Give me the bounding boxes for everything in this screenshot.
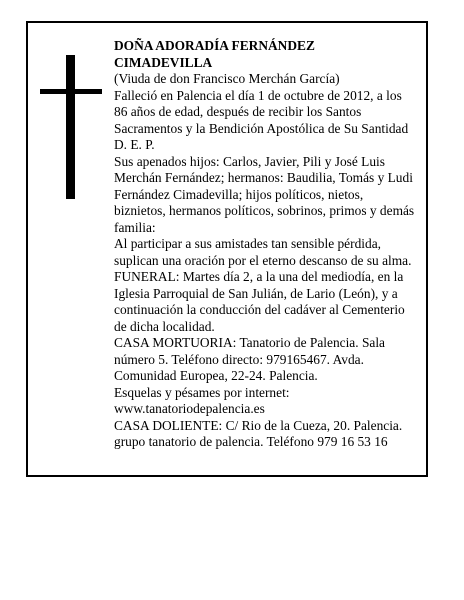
- funeral-line-2: Iglesia Parroquial de San Julián, de Lario (León), y a: [114, 285, 398, 301]
- phone-line: grupo tanatorio de palencia. Teléfono 979 16 53 16: [114, 434, 388, 449]
- death-line-1: Falleció en Palencia el día 1 de octubre de 2012, a los: [114, 87, 402, 103]
- mortuary-line-2: número 5. Teléfono directo: 979165467. Avda.: [114, 351, 364, 367]
- funeral-line-1: FUNERAL: Martes día 2, a la una del mediodía, en la: [114, 269, 404, 284]
- deceased-name-line-2: CIMADEVILLA: [114, 54, 213, 70]
- website-line: www.tanatoriodepalencia.es: [114, 401, 265, 416]
- funeral-line-3: continuación la conducción del cadáver al Cementerio: [114, 302, 405, 317]
- rip-line: D. E. P.: [114, 137, 155, 152]
- mortuary-line-3: Comunidad Europea, 22-24. Palencia.: [114, 368, 318, 383]
- funeral-line-4: de dicha localidad.: [114, 318, 215, 334]
- obituary-text: [114, 38, 420, 451]
- family-line-4: biznietos, hermanos políticos, sobrinos, primos y demás: [114, 203, 415, 218]
- condolences-line: Esquelas y pésames por internet:: [114, 384, 290, 400]
- deceased-name-line-1: DOÑA ADORADÍA FERNÁNDEZ: [114, 38, 315, 53]
- family-line-3: Fernández Cimadevilla; hijos políticos, nietos,: [114, 186, 364, 202]
- death-line-3: Sacramentos y la Bendición Apostólica de Su Santidad: [114, 120, 409, 136]
- family-line-2: Merchán Fernández; hermanos: Baudilia, Tomás y Ludi: [114, 170, 413, 185]
- cross-vertical-bar: [66, 55, 75, 199]
- latin-cross-icon: [40, 55, 102, 199]
- widow-line: (Viuda de don Francisco Merchán García): [114, 71, 340, 86]
- mortuary-line-1: CASA MORTUORIA: Tanatorio de Palencia. Sala: [114, 335, 385, 350]
- prayer-line-1: Al participar a sus amistades tan sensible pérdida,: [114, 236, 381, 251]
- death-line-2: 86 años de edad, después de recibir los Santos: [114, 104, 362, 119]
- family-line-5: familia:: [114, 219, 156, 235]
- prayer-line-2: suplican una oración por el eterno descanso de su alma.: [114, 252, 412, 268]
- family-line-1: Sus apenados hijos: Carlos, Javier, Pili y José Luis: [114, 153, 385, 169]
- mourning-house-line: CASA DOLIENTE: C/ Rio de la Cueza, 20. Palencia.: [114, 417, 403, 433]
- cross-horizontal-bar: [40, 89, 102, 94]
- obituary-notice-frame: [26, 21, 428, 477]
